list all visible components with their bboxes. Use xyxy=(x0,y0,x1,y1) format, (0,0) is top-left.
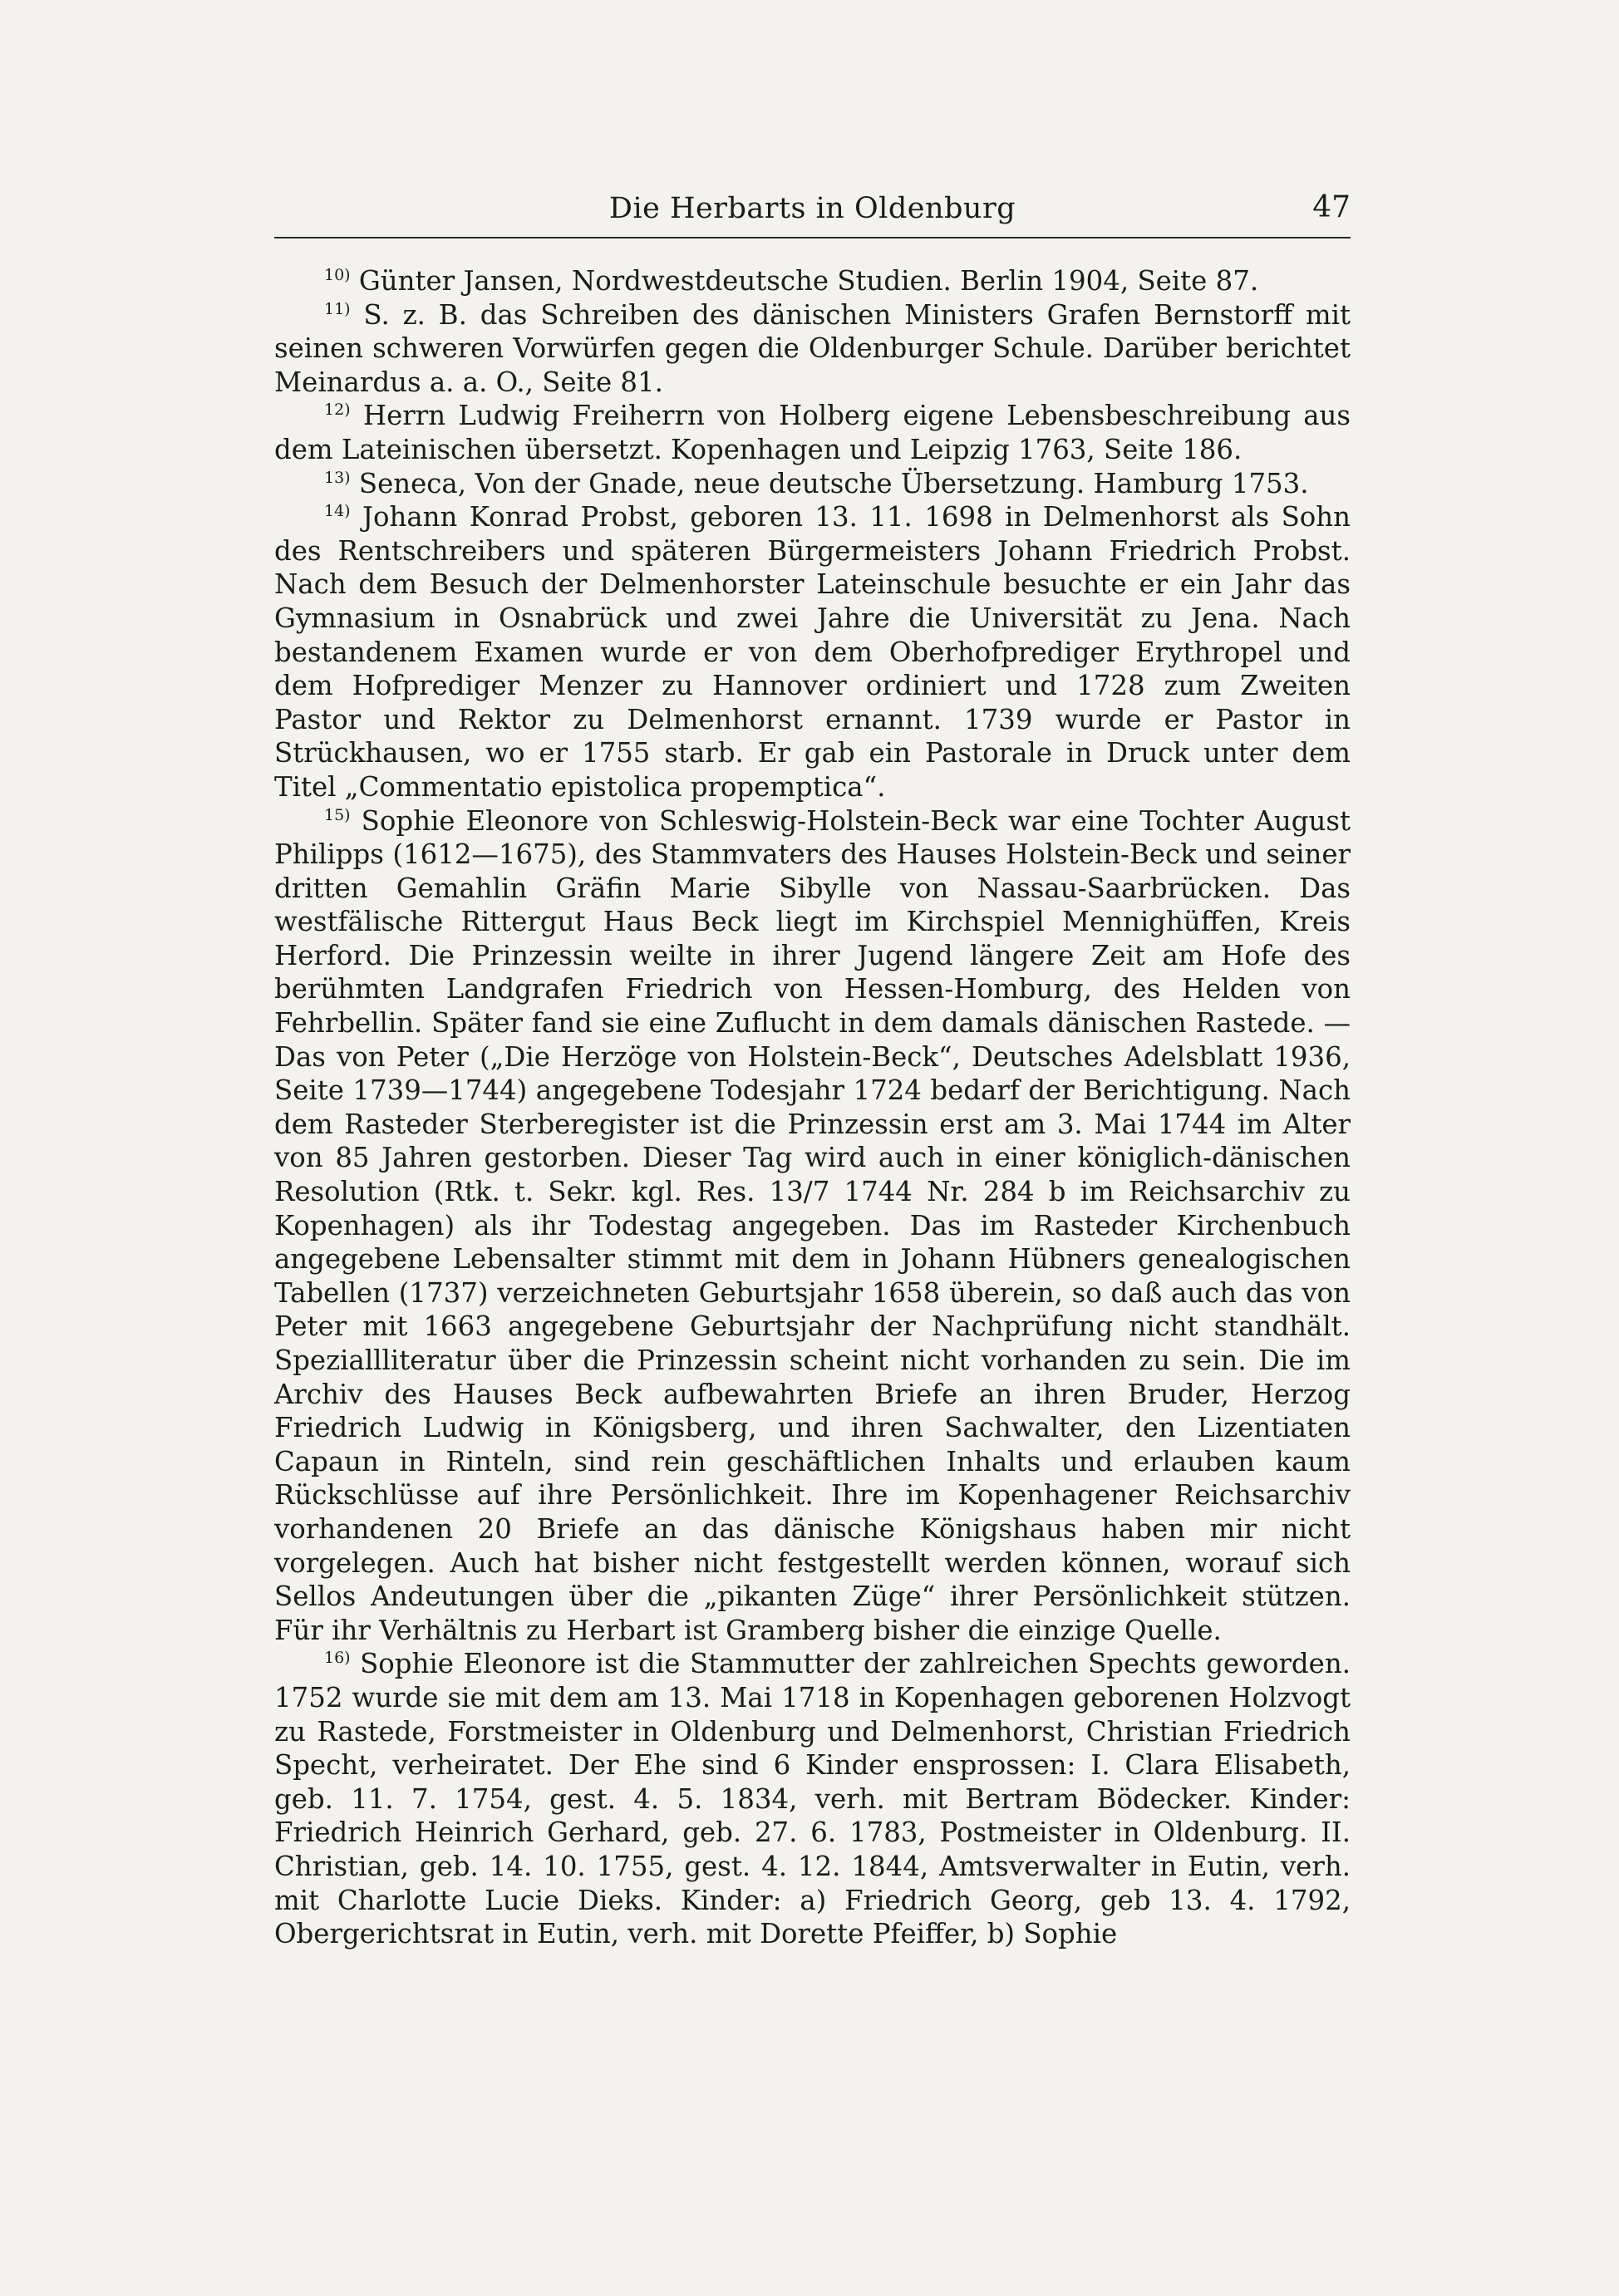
footnote-11 xyxy=(274,298,1351,400)
page-number: 47 xyxy=(1312,190,1351,224)
footnote-12 xyxy=(274,399,1351,466)
running-title: Die Herbarts in Oldenburg xyxy=(608,192,1016,225)
footnote-16 xyxy=(274,1647,1351,1950)
footnote-13 xyxy=(274,467,1351,501)
footnote-15 xyxy=(274,804,1351,1648)
footnote-text: Herrn Ludwig Freiherrn von Holberg eigene Lebensbeschreibung aus dem Lateinischen übersetzt. Kopenhagen und Leipzig 1763, Seite 186. xyxy=(274,400,1351,465)
footnotes-block xyxy=(274,264,1351,1951)
footnote-number: 11) xyxy=(324,299,351,318)
footnote-text: Sophie Eleonore von Schleswig-Holstein-Beck war eine Tochter August Philipps (1612—1675), des Stammvaters des Hauses Holstein-Beck und seiner dritten Gemahlin Gräfin Marie Sibylle von Nassau-Saarbrücken. Das westfälische Rittergut Haus Beck liegt im Kirchspiel Mennighüffen, Kreis Herford. Die Prinzessin weilte in ihrer Jugend längere Zeit am Hofe des berühmten Landgrafen Friedrich von Hessen-Homburg, des Helden von Fehrbellin. Später fand sie eine Zuflucht in dem damals dänischen Rastede. — Das von Peter („Die Herzöge von Holstein-Beck“, Deutsches Adelsblatt 1936, Seite 1739—1744) angegebene Todesjahr 1724 bedarf der Berichtigung. Nach dem Rasteder Sterberegister ist die Prinzessin erst am 3. Mai 1744 im Alter von 85 Jahren gestorben. Dieser Tag wird auch in einer königlich-dänischen Resolution (Rtk. t. Sekr. kgl. Res. 13/7 1744 Nr. 284 b im Reichsarchiv zu Kopenhagen) als ihr Todestag angegeben. Das im Rasteder Kirchenbuch angegebene Lebensalter stimmt mit dem in Johann Hübners genealogischen Tabellen (1737) verzeichneten Geburtsjahr 1658 überein, so daß auch das von Peter mit 1663 angegebene Geburtsjahr der Nachprüfung nicht standhält. Speziallliteratur über die Prinzessin scheint nicht vorhanden zu sein. Die im Archiv des Hauses Beck aufbewahrten Briefe an ihren Bruder, Herzog Friedrich Ludwig in Königsberg, und ihren Sachwalter, den Lizentiaten Capaun in Rinteln, sind rein geschäftlichen Inhalts und erlauben kaum Rückschlüsse auf ihre Persönlichkeit. Ihre im Kopenhagener Reichsarchiv vorhandenen 20 Briefe an das dänische Königshaus haben mir nicht vorgelegen. Auch hat bisher nicht festgestellt werden können, worauf sich Sellos Andeutungen über die „pikanten Züge“ ihrer Persönlichkeit stützen. Für ihr Verhältnis zu Herbart ist Gramberg bisher die einzige Quelle. xyxy=(274,804,1351,1646)
footnote-number: 15) xyxy=(324,805,351,824)
footnote-10 xyxy=(274,264,1351,298)
footnote-text: Seneca, Von der Gnade, neue deutsche Übersetzung. Hamburg 1753. xyxy=(350,467,1309,499)
footnote-number: 14) xyxy=(324,502,351,521)
footnote-number: 13) xyxy=(324,468,351,487)
footnote-text: Sophie Eleonore ist die Stammutter der zahlreichen Spechts geworden. 1752 wurde sie mit dem am 13. Mai 1718 in Kopenhagen geborenen Holzvogt zu Rastede, Forstmeister in Oldenburg und Delmenhorst, Christian Friedrich Specht, verheiratet. Der Ehe sind 6 Kinder ensprossen: I. Clara Elisabeth, geb. 11. 7. 1754, gest. 4. 5. 1834, verh. mit Bertram Bödecker. Kinder: Friedrich Heinrich Gerhard, geb. 27. 6. 1783, Postmeister in Oldenburg. II. Christian, geb. 14. 10. 1755, gest. 4. 12. 1844, Amtsverwalter in Eutin, verh. mit Charlotte Lucie Dieks. Kinder: a) Friedrich Georg, geb 13. 4. 1792, Obergerichtsrat in Eutin, verh. mit Dorette Pfeiffer, b) Sophie xyxy=(274,1648,1351,1950)
footnote-text: S. z. B. das Schreiben des dänischen Ministers Grafen Bernstorff mit seinen schweren Vorwürfen gegen die Oldenburger Schule. Darüber berichtet Meinardus a. a. O., Seite 81. xyxy=(274,298,1351,398)
running-header xyxy=(274,187,1351,238)
footnote-number: 12) xyxy=(324,401,351,420)
footnote-14 xyxy=(274,500,1351,804)
footnote-text: Johann Konrad Probst, geboren 13. 11. 1698 in Delmenhorst als Sohn des Rentschreibers und späteren Bürgermeisters Johann Friedrich Probst. Nach dem Besuch der Delmenhorster Lateinschule besuchte er ein Jahr das Gymnasium in Osnabrück und zwei Jahre die Universität zu Jena. Nach bestandenem Examen wurde er von dem Oberhofprediger Erythropel und dem Hofprediger Menzer zu Hannover ordiniert und 1728 zum Zweiten Pastor und Rektor zu Delmenhorst ernannt. 1739 wurde er Pastor in Strückhausen, wo er 1755 starb. Er gab ein Pastorale in Druck unter dem Titel „Commentatio epistolica propemptica“. xyxy=(274,501,1351,803)
footnote-number: 10) xyxy=(324,266,351,284)
footnote-text: Günter Jansen, Nordwestdeutsche Studien. Berlin 1904, Seite 87. xyxy=(350,265,1259,297)
footnote-number: 16) xyxy=(324,1649,351,1668)
